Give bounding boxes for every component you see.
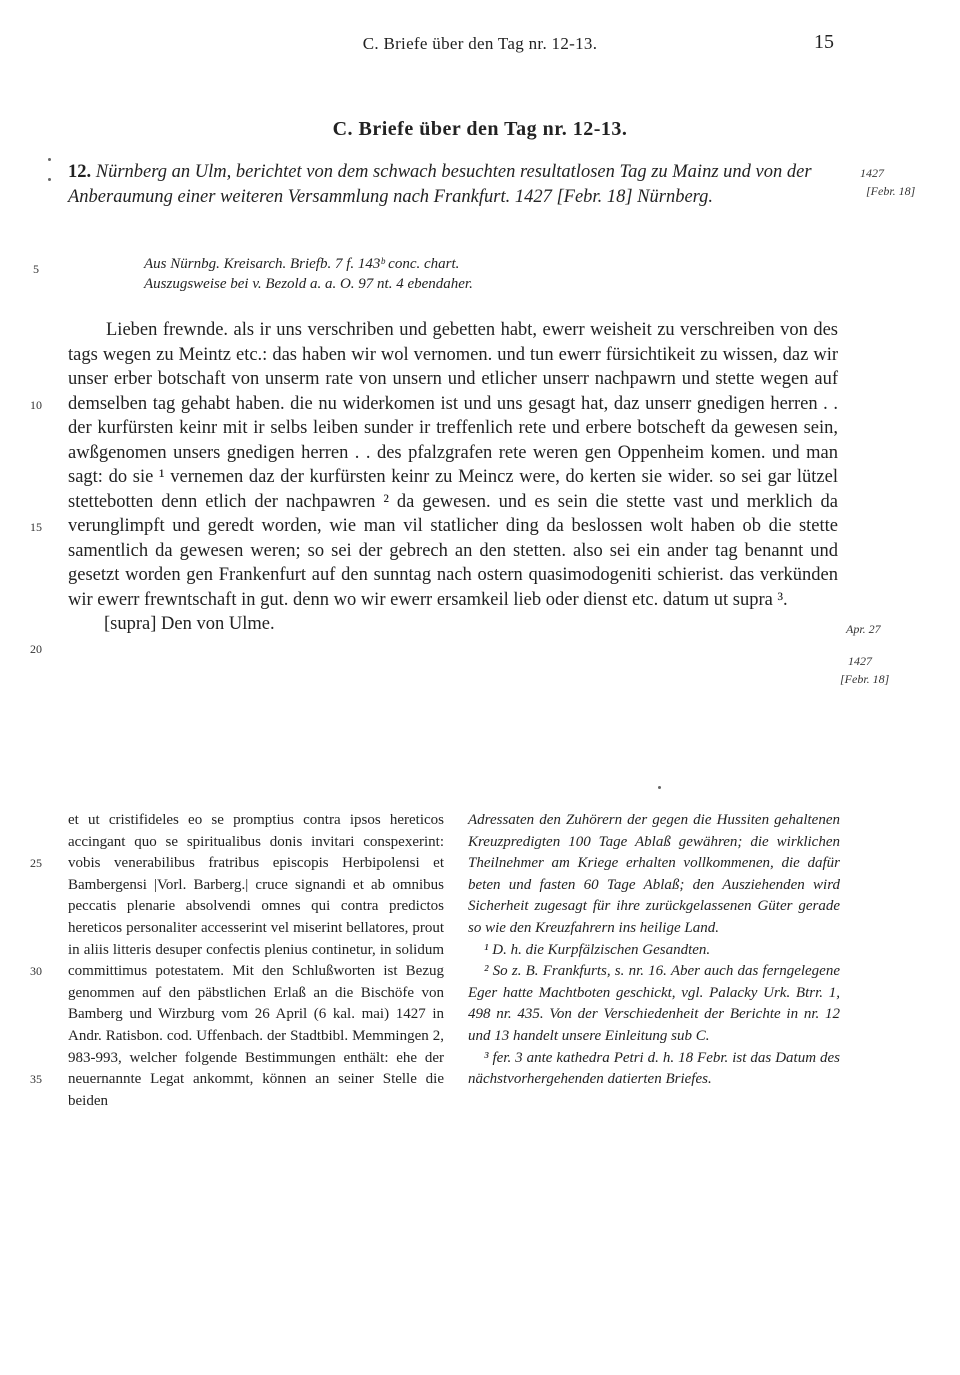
margin-date-year: 1427 — [860, 166, 884, 180]
section-heading: C. Briefe über den Tag nr. 12-13. — [332, 118, 628, 140]
document-regest — [68, 160, 858, 210]
margin-date-year-2: 1427 — [848, 654, 872, 668]
margin-date-apr: Apr. 27 — [846, 622, 881, 636]
margin-date-bracket: [Febr. 18] — [866, 184, 916, 198]
line-number: 10 — [30, 398, 42, 412]
line-number: 20 — [30, 642, 42, 656]
margin-dot — [48, 178, 51, 181]
running-head-title: C. Briefe über den Tag nr. 12-13. — [362, 34, 598, 53]
footnote-2: ² So z. B. Frankfurts, s. nr. 16. Aber auch das ferngelegene Eger hatte Machtboten geschickt, vgl. Palacky Urk. Btrr. 1, 498 nr. 435. Von der Verschiedenheit der Berichte in nr. 12 und 13 handelt unsere Einleitung sub C. — [468, 963, 840, 1044]
letter-text: Lieben frewnde. als ir uns verschriben und gebetten habt, ewerr weisheit zu verschreiben von des tags wegen zu Meintz etc.: das haben wir wol vernomen. und tun ewerr fürsichtikeit zu wissen, daz wir unser erber botschaft von unserm rate von unsern und etlicher unserr nachpawrn und stette wegen auf demselben tag gehabt haben. die nu widerkomen ist und uns gesagt hat, daz unserr gnedigen herren . . der kurfürsten keinr mit ir selbs leiben sunder ir treffenlich rete und erbere botscheft da gewesen sein, awßgenomen unsers gnedigen herren . . des pfalzgrafen rete weren gen Oppenheim komen. und man sagt: do sie ¹ vernemen daz der kurfürsten keinr zu Meincz were, do kerten sie wider. so sei gar lützel stettebotten denn etlich der nachpawren ² da gewesen. und es sein die stette vast und merklich da verunglimpft und geredt worden, wie man vil statlicher ding da beslossen wolt haben ob die stette samentlich da gewesen weren; so sei der gebrech an den stetten. also sei ein ander tag benannt und gesetzt worden gen Frankenfurt auf den sunntag nach ostern quasimodogeniti schierist. das verkünden wir ewerr frewntschaft in gut. denn wo wir ewerr ersamkeil lieb oder dienst etc. datum ut supra ³. — [68, 320, 838, 610]
line-number: 25 — [30, 856, 42, 870]
page-number: 15 — [814, 31, 834, 53]
source-line: Auszugsweise bei v. Bezold a. a. O. 97 nt. 4 ebendaher. — [144, 276, 473, 292]
line-number: 35 — [30, 1072, 42, 1086]
footnote-column-left — [68, 810, 444, 1112]
margin-date-bracket-2: [Febr. 18] — [840, 672, 890, 686]
source-note — [144, 254, 844, 294]
margin-dot — [48, 158, 51, 161]
footnote-right-intro: Adressaten den Zuhörern der gegen die Hussiten gehaltenen Kreuzpredigten 100 Tage Ablaß gewähren; die wirklichen Theilnehmer am Kriege erhalten vollkommenen, die dafür beten und fasten 60 Tage Ablaß; den Ausziehenden wird Sicherheit zugesagt für ihre zurückgelassenen Güter gerade so wie den Kreuzfahrern ins heilige Land. — [468, 812, 840, 936]
footnote-3: ³ fer. 3 ante kathedra Petri d. h. 18 Febr. ist das Datum des nächstvorhergehenden datierten Briefes. — [468, 1049, 840, 1088]
footnote-left-text: et ut cristifideles eo se promptius contra ipsos hereticos accingant quo se spiritualibus donis invitari conspexerint: vobis venerabilibus fratribus episcopis Herbipolensi et Bambergensi |Vorl. Barberg.| cruce signandi et ab omnibus peccatis plenarie absolvendi omnes qui contra predictos hereticos personaliter accesserint vel miserint bellatores, prout in aliis litteris desuper confectis plenius continetur, in solidum committimus potestatem. Mit den Schlußworten ist Bezug genommen auf den päbstlichen Erlaß an die Bischöfe von Bamberg und Wirzburg vom 26 April (6 kal. mai) 1427 in Andr. Ratisbon. cod. Uffenbach. der Stadtbibl. Memmingen 2, 983-993, welcher folgende Bestimmungen enthält: ehe der neuernannte Legat ankommt, können an seiner Stelle die beiden — [68, 812, 444, 1109]
footnote-column-right — [468, 810, 840, 1091]
letter-body — [68, 318, 838, 637]
separator-dot — [658, 786, 661, 789]
line-number: 5 — [33, 262, 39, 276]
regest-text: Nürnberg an Ulm, berichtet von dem schwach besuchten resultatlosen Tag zu Mainz und von der Anberaumung einer weiteren Versammlung nach Frankfurt. 1427 [Febr. 18] Nürnberg. — [68, 162, 812, 207]
document-number: 12. — [68, 162, 92, 182]
line-number: 15 — [30, 520, 42, 534]
letter-address: [supra] Den von Ulme. — [104, 614, 275, 634]
footnote-1: ¹ D. h. die Kurpfälzischen Gesandten. — [484, 941, 711, 958]
line-number: 30 — [30, 964, 42, 978]
source-line: Aus Nürnbg. Kreisarch. Briefb. 7 f. 143ᵇ conc. chart. — [144, 256, 460, 272]
